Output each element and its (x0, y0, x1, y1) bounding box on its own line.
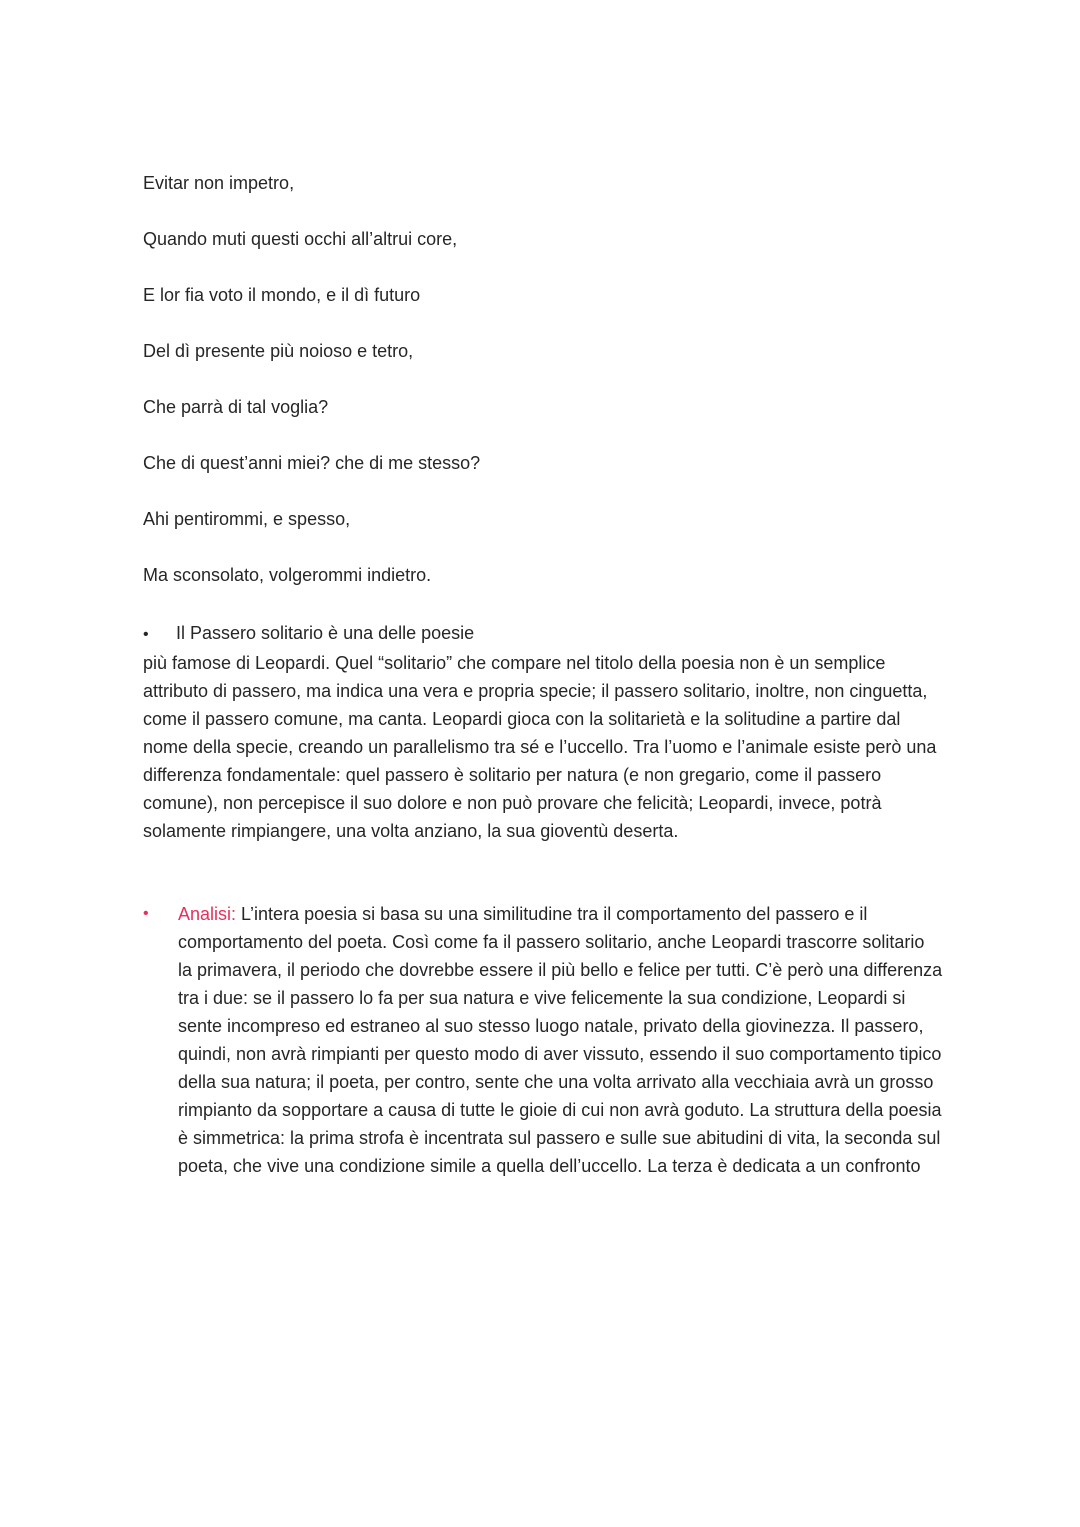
verse-line: Ahi pentirommi, e spesso, (143, 509, 351, 529)
analisi-paragraph (143, 900, 943, 1180)
verse-line: E lor fia voto il mondo, e il dì futuro (143, 285, 421, 305)
verse-line: Evitar non impetro, (143, 173, 295, 193)
analisi-body (178, 900, 943, 1180)
verse-line: Del dì presente più noioso e tetro, (143, 341, 414, 361)
verse-line: Ma sconsolato, volgerommi indietro. (143, 565, 432, 585)
verse-line: Quando muti questi occhi all’altrui core, (143, 229, 458, 249)
paragraph-first-line (143, 619, 943, 649)
bullet-icon: • (143, 905, 149, 922)
paragraph-body: più famose di Leopardi. Quel “solitario” che compare nel titolo della poesia non è un semplice attributo di passero, ma indica una vera e propria specie; il passero solitario, inoltre, non cinguetta, come il passero comune, ma canta. Leopardi gioca con la solitarietà e la solitudine a partire dal nome della specie, creando un parallelismo tra sé e l’uccello. Tra l’uomo e l’animale esiste però una differenza fondamentale: quel passero è solitario per natura (e non gregario, come il passero comune), non percepisce il suo dolore e non può provare che felicità; Leopardi, invece, potrà solamente rimpiangere, una volta anziano, la sua gioventù deserta. (143, 653, 937, 841)
paragraph-first-line-text: Il Passero solitario è una delle poesie (176, 623, 475, 643)
passero-paragraph (143, 619, 943, 845)
analisi-text: L’intera poesia si basa su una similitudine tra il comportamento del passero e il comportamento del poeta. Così come fa il passero solitario, anche Leopardi trascorre solitario la primavera, il periodo che dovrebbe essere il più bello e felice per tutti. C’è però una differenza tra i due: se il passero lo fa per sua natura e vive felicemente la sua condizione, Leopardi si sente incompreso ed estraneo al suo stesso luogo natale, privato della giovinezza. Il passero, quindi, non avrà rimpianti per questo modo di aver vissuto, essendo il suo comportamento tipico della sua natura; il poeta, per contro, sente che una volta arrivato alla vecchiaia avrà un grosso rimpianto da sopportare a causa di tutte le gioie di cui non avrà goduto. La struttura della poesia è simmetrica: la prima strofa è incentrata sul passero e sulle sue abitudini di vita, la seconda sul poeta, che vive una condizione simile a quella dell’uccello. La terza è dedicata a un confronto (178, 904, 943, 1176)
analisi-label: Analisi: (178, 904, 237, 924)
bullet-icon: • (143, 626, 149, 643)
verse-line: Che parrà di tal voglia? (143, 397, 329, 417)
verse-line: Che di quest’anni miei? che di me stesso? (143, 453, 481, 473)
